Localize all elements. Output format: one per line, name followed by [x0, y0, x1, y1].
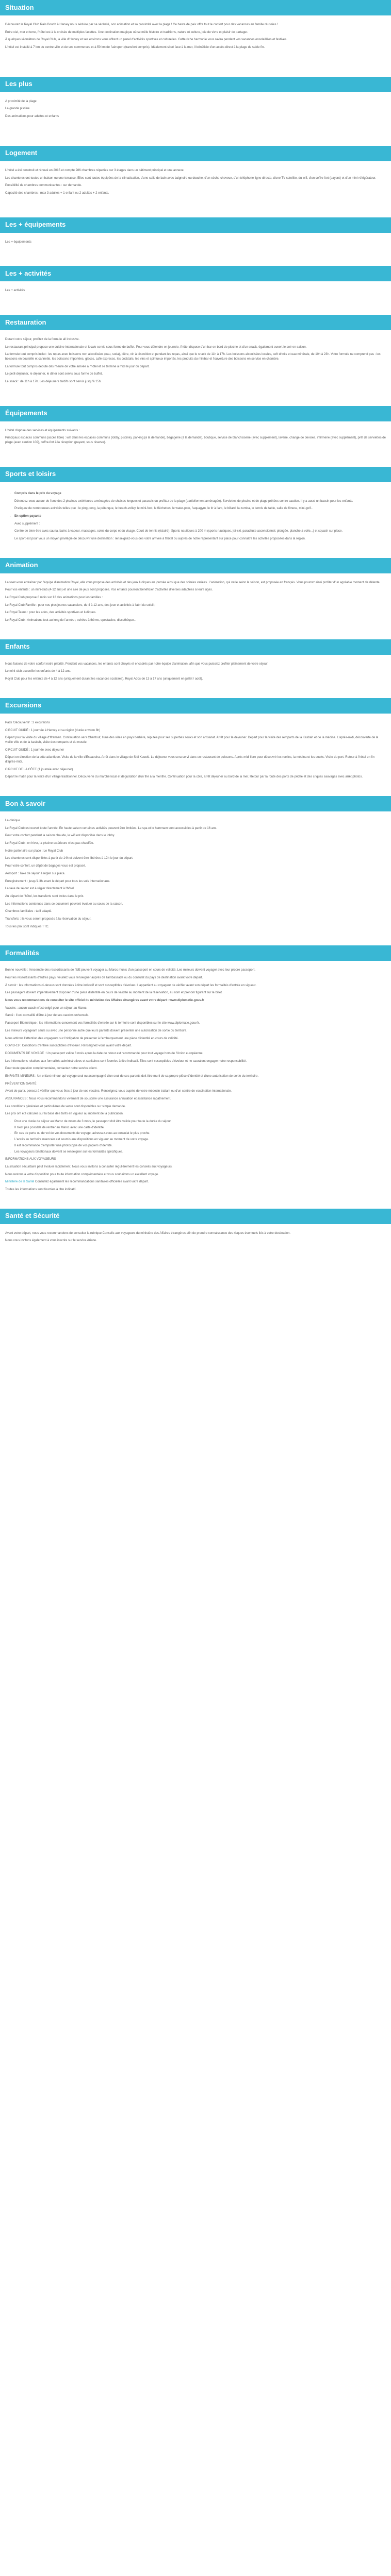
- paragraph: Le mini-club accueille les enfants de 4 à 12 ans.: [5, 670, 71, 673]
- paragraph: ENFANTS MINEURS : Un enfant mineur qui voyage seul ou accompagné d'un seul de ses parents doit être muni de sa propre pièce d'identité et d'une autorisation de sortie du territoire.: [5, 1074, 259, 1078]
- list-item: [14, 492, 386, 511]
- paragraph: Entre ciel, mer et terre, l'hôtel est à la croisée de multiples facettes. Une destination magique où se mêle histoire et traditions, nature et culture, joie de vivre et plaisir de partager.: [5, 30, 248, 34]
- section-title-logement: Logement: [0, 146, 391, 161]
- paragraph: Possibilité de chambres communicantes : sur demande.: [5, 184, 82, 188]
- paragraph: Départ pour la visite du village d'Ifrannen. Continuation vers Chentouf, l'une des villes en pays berbère, réputée pour ses superbes souks et son artisanat. Arrêt pour le déjeuner. Départ pour la visite des remparts de la Kasbah et de la médina. L'après-midi, découverte de la vieille ville et de la kasbah, visite des remparts et du musée.: [5, 736, 379, 744]
- paragraph: Pour les ressortissants d'autres pays, veuillez vous renseigner auprès de l'ambassade ou du consulat du pays de destination avant votre départ.: [5, 976, 203, 979]
- list-item: • Il est recommandé d'emporter une photocopie de vos papiers d'identité.: [14, 1144, 386, 1148]
- paragraph: Avant votre départ, nous vous recommandons de consulter la rubrique Conseils aux voyageurs du ministère des Affaires étrangères afin de prendre connaissance des risques éventuels liés à votre destination.: [5, 1231, 291, 1235]
- section-title-activites-plus: Les + activités: [0, 266, 391, 281]
- paragraph: CIRCUIT GUIDÉ : 1 journée avec déjeuner: [5, 748, 64, 752]
- paragraph: Les informations relatives aux formalités administratives et sanitaires sont fournies à titre indicatif. Elles sont susceptibles d'évoluer et ne sauraient engager notre responsabilité.: [5, 1059, 247, 1063]
- paragraph: Les informations contenues dans ce document peuvent évoluer au cours de la saison.: [5, 902, 123, 906]
- section-excursions: [0, 714, 391, 790]
- bullet-heading: Compris dans le prix du voyage: [14, 492, 61, 495]
- paragraph: Bonne nouvelle : l'ensemble des ressortissants de l'UE peuvent voyager au Maroc munis d'un passeport en cours de validité. Les mineurs doivent voyager avec leur propre passeport.: [5, 969, 256, 972]
- list-item: Des animations pour adultes et enfants: [5, 115, 59, 118]
- section-sports: [0, 482, 391, 552]
- paragraph: INFORMATIONS AUX VOYAGEURS: [5, 1158, 56, 1161]
- paragraph: Le Royal Club est ouvert toute l'année. En haute saison certaines activités peuvent être limitées. Le spa et le hammam sont accessibles à partir de 16 ans.: [5, 826, 218, 830]
- section-restauration: [0, 330, 391, 400]
- paragraph: Notre partenaire sur place : Le Royal Club: [5, 849, 63, 853]
- paragraph: Centre de bien-être avec sauna, bains à vapeur, massages, soins du corps et du visage. Court de tennis (éclairé). Sports nautiques à 200 m (sports nautiques, jet-ski, parachute ascensionnel, plongée, planche à voile...) et squash sur place.: [14, 530, 343, 533]
- paragraph: Les conditions générales et particulières de vente sont disponibles sur simple demande.: [5, 1105, 126, 1108]
- paragraph: Nous faisons de votre confort notre priorité. Pendant vos vacances, les enfants sont choyés et encadrés par notre équipe d'animation, afin que vous puissiez profiter pleinement de votre séjour.: [5, 662, 269, 666]
- paragraph: Pour votre confort pendant la saison chaude, le wifi est disponible dans le lobby.: [5, 834, 115, 838]
- paragraph: L'hôtel dispose des services et équipements suivants :: [5, 429, 80, 432]
- section-title-sante: Santé et Sécurité: [0, 1209, 391, 1224]
- section-title-animation: Animation: [0, 558, 391, 573]
- section-situation: [0, 15, 391, 71]
- section-equipements: [0, 421, 391, 461]
- external-link[interactable]: Ministère de la Santé: [5, 1180, 35, 1184]
- list-item: [14, 514, 386, 541]
- paragraph: Les + activités: [5, 289, 25, 293]
- paragraph: La formule tout compris inclut : les repas avec boissons non alcoolisées (eau, soda), bière, vin à discrétion et pendant les repas, ainsi que le snack de 11h à 17h. Les boissons alcoolisées locales, soft drinks et eau minérale, de 10h à 23h. Votre formule ne comprend pas : les boissons en bouteille et cannette, les boissons importées, glaces, café expresso, les cocktails, les vins et spiritueux importés, les produits du minibar et l'ouverture des boissons en service en chambre.: [5, 353, 381, 361]
- paragraph: Capacité des chambres : max 3 adultes + 1 enfant ou 2 adultes + 2 enfants.: [5, 191, 109, 195]
- paragraph: Les passagers doivent impérativement disposer d'une pièce d'identité en cours de validité au moment de la réservation, au nom et prénom figurant sur le billet.: [5, 991, 223, 995]
- paragraph: Le petit-déjeuner, le déjeuner, le dîner sont servis sous forme de buffet.: [5, 372, 103, 376]
- section-formalites: [0, 961, 391, 1202]
- list-item: • Il n'est pas possible de rentrer au Maroc avec une carte d'identité.: [14, 1126, 386, 1130]
- paragraph: Laissez-vous entraîner par l'équipe d'animation Royal, elle vous propose des activités et des jeux ludiques en journée ainsi que des soirées variées. L'animation, qui varie selon la saison, est proposée en français. Vous pourrez ainsi profiter d'un agréable moment de détente.: [5, 581, 381, 584]
- paragraph: Les chambres sont disponibles à partir de 14h et doivent être libérées à 12h le jour du départ.: [5, 857, 134, 860]
- paragraph: PRÉVENTION SANTÉ: [5, 1082, 37, 1086]
- paragraph: Principaux espaces communs (accès libre) : wifi dans les espaces communs (lobby, piscine), parking (à la demande), bagagerie (à la demande), boutique, service de blanchisserie (avec supplément), laverie, change de devises, infirmerie (avec supplément), prêt de serviettes de plage (avec caution 10€), coffre-fort à la réception (payant, sous réserve).: [5, 436, 386, 445]
- paragraph: Les prix ont été calculés sur la base des tarifs en vigueur au moment de la publication.: [5, 1112, 124, 1116]
- paragraph: La clinique: [5, 819, 20, 822]
- list-item: • Pour une durée de séjour au Maroc de moins de 3 mois, le passeport doit être valide pour toute la durée du séjour.: [14, 1120, 386, 1124]
- paragraph: Départ en direction de la côte atlantique. Visite de la ville d'Essaouira. Arrêt dans le village de Sidi Kaouki. Le déjeuner vous sera servi dans un restaurant de poissons. Après-midi libre pour découvrir les ruelles, la médina et les souks. Visite du port. Retour à l'hôtel en fin d'après-midi.: [5, 756, 374, 764]
- paragraph: Durant votre séjour, profitez de la formule all inclusive.: [5, 337, 80, 341]
- paragraph: Pour votre confort, un dépôt de bagages vous est proposé.: [5, 865, 86, 868]
- paragraph: La taxe de séjour est à régler directement à l'hôtel.: [5, 887, 75, 891]
- paragraph: CIRCUIT DE LA CÔTE (1 journée avec déjeuner): [5, 768, 73, 771]
- section-sante: [0, 1224, 391, 1248]
- paragraph: Avec supplément :: [14, 522, 40, 526]
- paragraph: Enregistrement : jusqu'à 3h avant le départ pour tous les vols internationaux.: [5, 879, 110, 883]
- paragraph: ASSURANCES : Nous vous recommandons vivement de souscrire une assurance annulation et assistance rapatriement.: [5, 1097, 171, 1100]
- paragraph: Vaccins : aucun vaccin n'est exigé pour un séjour au Maroc.: [5, 1006, 88, 1010]
- list-item: • En cas de perte ou de vol de vos documents de voyage, adressez-vous au consulat le plus proche.: [14, 1131, 386, 1136]
- paragraph: Transferts : ils vous seront proposés à la réservation du séjour.: [5, 917, 91, 921]
- paragraph: Nous restons à votre disposition pour toute information complémentaire et vous souhaitons un excellent voyage.: [5, 1173, 159, 1176]
- paragraph: Avant de partir, pensez à vérifier que vous êtes à jour de vos vaccins. Renseignez-vous auprès de votre médecin traitant ou d'un centre de vaccination internationale.: [5, 1090, 232, 1093]
- section-title-enfants: Enfants: [0, 639, 391, 655]
- link-line: [5, 1180, 386, 1184]
- paragraph: Pour vos enfants : un mini-club (4-12 ans) et une aire de jeux sont proposés. Vos enfants pourront bénéficier d'activités diverses adaptées à leurs âges.: [5, 588, 213, 592]
- section-title-bon-a-savoir: Bon à savoir: [0, 796, 391, 811]
- paragraph: Le Royal Club Famille : pour nos plus jeunes vacanciers, de 4 à 12 ans, des jeux et activités à l'abri du soleil ;: [5, 603, 155, 607]
- paragraph: CIRCUIT GUIDÉ : 1 journée à Harvey et sa région (durée environ 8h): [5, 728, 101, 732]
- section-title-equipements: Équipements: [0, 406, 391, 421]
- paragraph: DOCUMENTS DE VOYAGE : Un passeport valide 6 mois après la date de retour est recommandé pour tout voyage hors de l'Union européenne.: [5, 1052, 204, 1055]
- paragraph: Découvrez le Royal Club Raïs Bouch à Harvey nous séduire par sa sérénité, son animation et sa proximité avec la plage ! Ce havre de paix offre tout le confort pour des vacances en famille réussies !: [5, 23, 278, 26]
- paragraph: Le snack : de 11h à 17h. Les déjeuners tardifs sont servis jusqu'à 15h.: [5, 380, 102, 384]
- paragraph: Nous vous invitons également à vous inscrire sur le service Ariane.: [5, 1239, 97, 1243]
- section-title-excursions: Excursions: [0, 698, 391, 714]
- paragraph: La situation sécuritaire peut évoluer rapidement. Nous vous invitons à consulter régulièrement les conseils aux voyageurs.: [5, 1165, 173, 1168]
- paragraph: Royal Club pour les enfants de 4 à 12 ans (uniquement durant les vacances scolaires). Royal Ados de 13 à 17 ans (uniquement en juillet / août).: [5, 677, 203, 681]
- paragraph: Pack 'Découverte' : 2 excursions: [5, 721, 50, 724]
- section-logement: [0, 161, 391, 211]
- section-enfants: [0, 655, 391, 692]
- paragraph: COVID-19 : Conditions d'entrée susceptibles d'évoluer. Renseignez-vous avant votre départ.: [5, 1044, 132, 1048]
- paragraph: Les mineurs voyageant seuls ou avec une personne autre que leurs parents doivent présenter une autorisation de sortie du territoire.: [5, 1029, 187, 1032]
- paragraph: Aéroport : Taxe de séjour à régler sur place.: [5, 872, 66, 875]
- paragraph: Pour toute question complémentaire, contactez notre service client.: [5, 1067, 97, 1071]
- section-title-equipments-plus: Les + équipements: [0, 217, 391, 233]
- paragraph: À quelques kilomètres de Royal Club, la ville d'Harvey et ses environs vous offrent un panel d'activités sportives et culturelles. Cette riche harmonie vous ravira pendant vos vacances ensoleillées et festives.: [5, 38, 287, 42]
- paragraph: À savoir : les informations ci-dessus sont données à titre indicatif et sont susceptibles d'évoluer. Il appartient au voyageur de vérifier avant son départ les formalités d'entrée en vigueur.: [5, 984, 256, 987]
- paragraph: Le sport est pour vous un moyen privilégié de découvrir une destination : renseignez-vous dès votre arrivée à l'hôtel ou auprès de notre représentant sur place pour connaître les activités proposées dans la région.: [14, 537, 306, 540]
- page: [0, 0, 391, 1248]
- paragraph: Toutes les informations sont fournies à titre indicatif.: [5, 1188, 76, 1191]
- list-item: • Les voyageurs binationaux doivent se renseigner sur les formalités spécifiques.: [14, 1150, 386, 1155]
- list-item: • L'accès au territoire marocain est soumis aux dispositions en vigueur au moment de votre voyage.: [14, 1138, 386, 1142]
- paragraph: L'hôtel est installé à 7 km du centre-ville et de ses commerces et à 50 km de l'aéroport (transfert compris). Idéalement situé face à la mer, il bénéficie d'un accès direct à la plage de sable fin.: [5, 46, 265, 49]
- formalites-list: [14, 1120, 386, 1154]
- paragraph: Départ le matin pour la visite d'un village traditionnel. Découverte du marché local et dégustation d'un thé à la menthe. Continuation pour la côte, arrêt déjeuner au bord de la mer. Retour par la route des ports de pêche et des criques sauvages avec arrêt photos.: [5, 775, 363, 779]
- paragraph: Pratiquez de nombreuses activités telles que : le ping-pong, la pétanque, le beach-volley, le mini-foot, le fléchettes, le water-polo, l'aquagym, le tir à l'arc, le billard, la zumba, le tennis de table, salle de fitness, mini-golf...: [14, 507, 314, 511]
- paragraph: Chambres familiales : tarif adapté.: [5, 910, 53, 913]
- section-plus: [0, 92, 391, 140]
- paragraph: L'hôtel a été construit et rénové en 2015 et compte 286 chambres réparties sur 3 étages dans un bâtiment principal et une annexe.: [5, 168, 185, 172]
- bullet-heading: En option payante: [14, 514, 42, 518]
- list-item: A proximité de la plage: [5, 99, 37, 103]
- paragraph: Passeport Biométrique : les informations concernant vos formalités d'entrée sur le territoire sont disponibles sur le site www.diplomatie.gouv.fr.: [5, 1022, 200, 1025]
- section-equipments-plus: [0, 233, 391, 260]
- paragraph: Santé : Il est conseillé d'être à jour de ses vaccins universels.: [5, 1014, 89, 1018]
- paragraph: Le Royal Teens : pour les ados, des activités sportives et ludiques.: [5, 611, 96, 615]
- section-title-restauration: Restauration: [0, 315, 391, 330]
- paragraph: Tous les prix sont indiqués TTC.: [5, 925, 50, 928]
- paragraph: Nous vous recommandons de consulter le site officiel du ministère des Affaires étrangères avant votre départ : www.diplomatie.gouv.fr: [5, 999, 204, 1003]
- paragraph: Les + équipements: [5, 240, 31, 244]
- paragraph: Au départ de l'hôtel, les transferts sont inclus dans le prix.: [5, 894, 85, 898]
- link-text: Consultez également les recommandations sanitaires officielles avant votre départ.: [35, 1180, 149, 1184]
- paragraph: Le Royal Club propose 6 mois sur 12 des animations pour les familles :: [5, 596, 103, 599]
- paragraph: Nous attirons l'attention des voyageurs sur l'obligation de présenter à l'embarquement une pièce d'identité en cours de validité.: [5, 1037, 179, 1040]
- paragraph: Détendez-vous autour de l'une des 2 piscines extérieures aménagées de chaises longues et parasols ou profitez de la plage (partiellement aménagée). Serviettes de piscine et de plage prêtées contre caution. Il y a aussi un bassin pour les enfants.: [14, 499, 353, 503]
- paragraph: Les chambres ont toutes un balcon ou une terrasse. Elles sont toutes équipées de la climatisation, d'une salle de bain avec baignoire ou douche, d'un sèche-cheveux, d'un téléphone ligne directe, d'une TV satellite, du wifi, d'un coffre-fort (payant) et d'un mini-réfrigérateur.: [5, 176, 377, 180]
- section-animation: [0, 573, 391, 633]
- section-activites-plus: [0, 281, 391, 309]
- list-item: La grande piscine: [5, 107, 30, 111]
- section-bon-a-savoir: [0, 811, 391, 939]
- paragraph: Le Royal Club : Animations tout au long de l'année ; soirées à thème, spectacles, discothèque...: [5, 619, 137, 622]
- section-title-plus: Les plus: [0, 77, 391, 92]
- section-title-situation: Situation: [0, 0, 391, 15]
- paragraph: Le restaurant principal propose une cuisine internationale et locale servie sous forme de buffet. Pour vous détendre en journée, l'hôtel dispose d'un bar en bord de piscine et d'un snack, également ouvert le soir en saison.: [5, 345, 307, 349]
- paragraph: Le Royal Club : en hiver, la piscine extérieure n'est pas chauffée.: [5, 842, 94, 845]
- sports-list: [14, 492, 386, 541]
- section-title-formalites: Formalités: [0, 945, 391, 961]
- section-title-sports: Sports et loisirs: [0, 467, 391, 482]
- paragraph: La formule tout compris débute dès l'heure de votre arrivée à l'hôtel et se termine à midi le jour du départ.: [5, 365, 150, 368]
